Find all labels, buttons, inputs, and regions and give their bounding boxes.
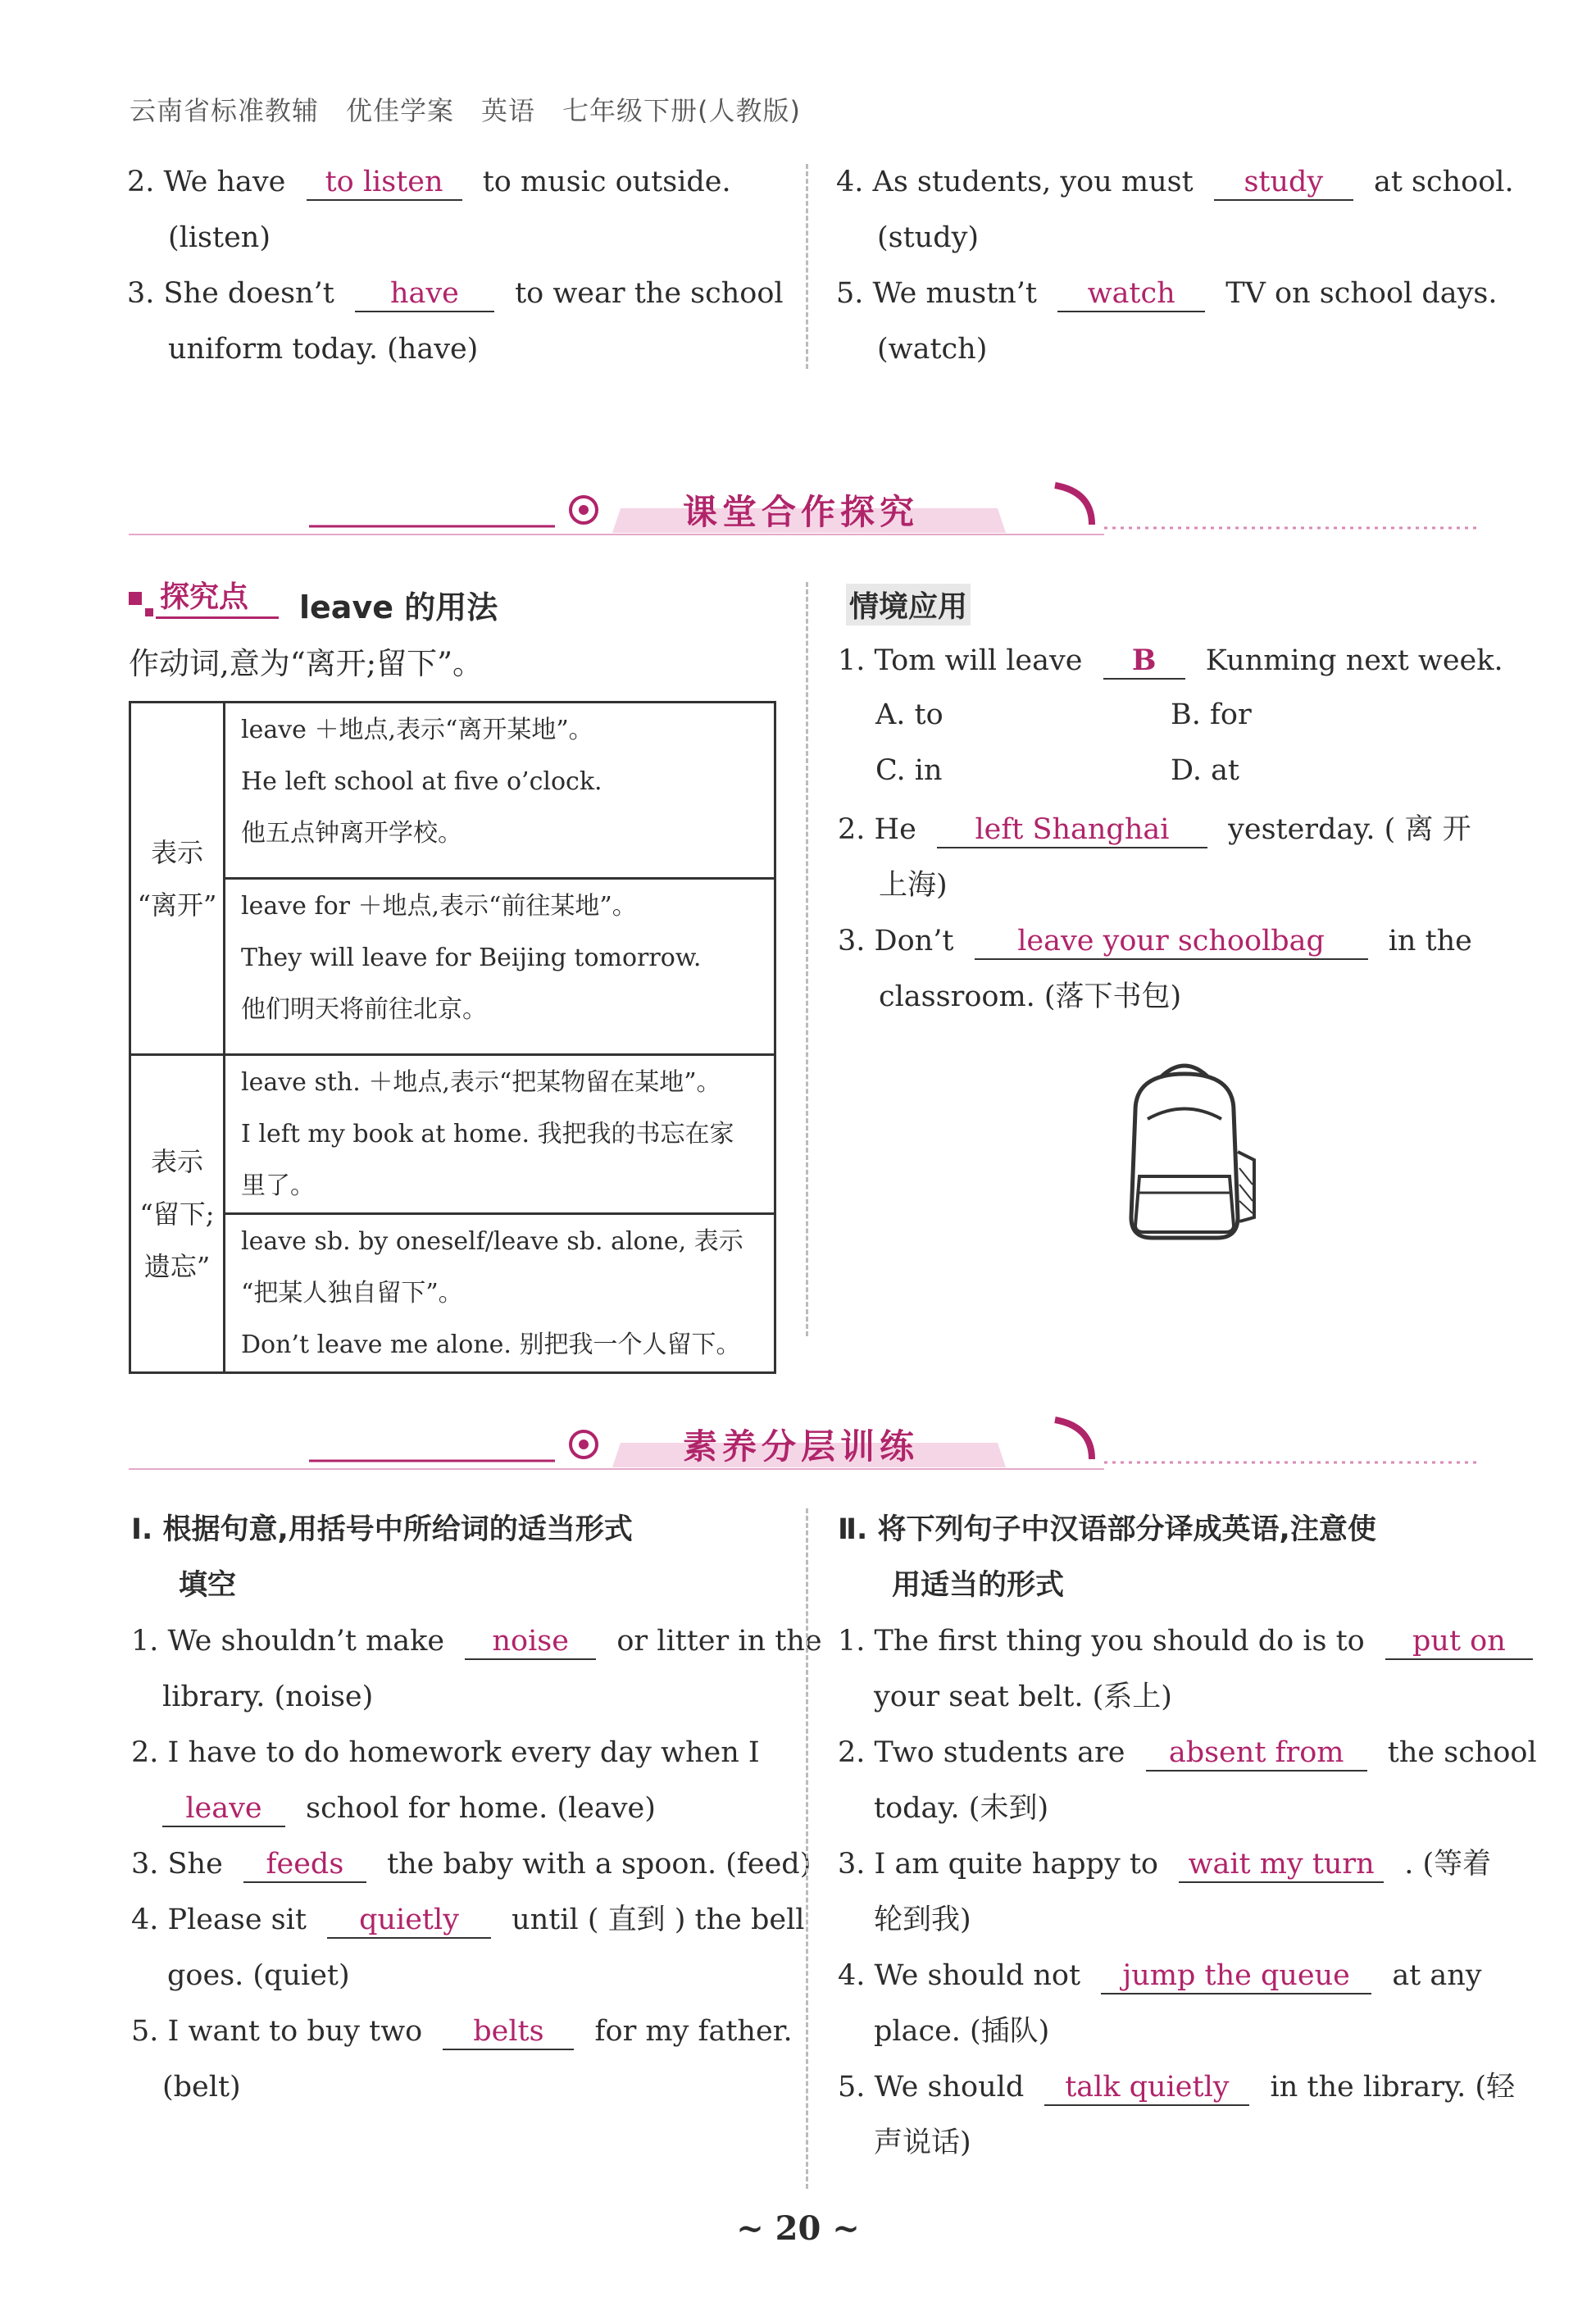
part-heading: 填空	[179, 1569, 237, 1602]
sentence-text: I have to do homework every day when I	[167, 1736, 760, 1769]
answer-blank: watch	[1057, 276, 1205, 312]
category-label: 遗忘”	[143, 1250, 211, 1282]
exercise-line-cont: your seat belt. (系上)	[874, 1681, 1172, 1713]
column-divider	[806, 582, 808, 1336]
answer-blank: belts	[443, 2014, 574, 2050]
sentence-text: at any	[1392, 1959, 1482, 1992]
exercise-line	[838, 913, 1494, 969]
answer-blank: noise	[465, 1624, 596, 1660]
answer-blank: have	[355, 276, 494, 312]
option-a: A. to	[875, 698, 944, 731]
usage-example: I left my book at home. 我把我的书忘在家	[241, 1120, 734, 1148]
category-label: 表示	[150, 836, 203, 868]
option-d: D. at	[1171, 754, 1239, 787]
sentence-text: He	[874, 813, 916, 846]
exercise-line-cont: library. (noise)	[162, 1681, 374, 1713]
answer-blank: put on	[1385, 1624, 1533, 1660]
exercise-line	[838, 1613, 1506, 1669]
answer-blank: feeds	[243, 1847, 366, 1883]
part-heading: 用适当的形式	[892, 1569, 1065, 1602]
sentence-text: We shouldn’t make	[167, 1625, 445, 1658]
explore-tag: 探究点	[160, 580, 249, 614]
item-number: 2.	[127, 166, 155, 198]
sentence-text: She	[167, 1848, 223, 1881]
exercise-line	[838, 802, 1494, 857]
item-number: 5.	[838, 2071, 866, 2104]
usage-block	[225, 1214, 775, 1373]
situation-exercises-2	[838, 802, 1494, 1025]
usage-rule: leave for ＋地点,表示“前往某地”。	[241, 892, 637, 921]
category-label: “留下;	[139, 1198, 215, 1230]
exercise-line	[838, 633, 1503, 689]
usage-rule: leave ＋地点,表示“离开某地”。	[241, 716, 593, 744]
category-leave	[130, 703, 225, 1055]
answer-blank: leave	[162, 1791, 285, 1827]
page-number: ~ 20 ~	[736, 2209, 860, 2248]
exercise-line	[131, 1836, 812, 1892]
answer-blank: to listen	[307, 165, 462, 201]
section-title: 素养分层训练	[683, 1426, 920, 1467]
sentence-text: We mustn’t	[872, 277, 1037, 310]
usage-table	[129, 701, 776, 1374]
item-number: 2.	[131, 1736, 159, 1769]
item-number: 3.	[127, 277, 155, 310]
item-number: 4.	[131, 1903, 159, 1936]
item-number: 3.	[838, 1848, 866, 1881]
answer-blank: quietly	[327, 1903, 491, 1939]
usage-example: Don’t leave me alone. 别把我一个人留下。	[241, 1330, 741, 1359]
sentence-text: We should not	[874, 1959, 1081, 1992]
column-divider	[806, 164, 808, 369]
usage-rule: leave sth. ＋地点,表示“把某物留在某地”。	[241, 1068, 721, 1097]
exercise-line-cont: classroom. (落下书包)	[879, 980, 1182, 1013]
answer-blank: study	[1214, 165, 1353, 201]
exercise-line-cont: (study)	[877, 221, 980, 254]
exercise-line	[838, 1725, 1537, 1781]
exercise-line-cont: (listen)	[168, 221, 271, 254]
sentence-text: Kunming next week.	[1205, 644, 1503, 677]
item-number: 1.	[838, 1625, 866, 1658]
top-left-exercises	[127, 154, 783, 377]
sentence-text: Don’t	[874, 925, 954, 957]
exercise-line-cont: (watch)	[877, 333, 988, 366]
top-right-exercises	[836, 154, 1514, 377]
situation-title: 情境应用	[846, 584, 971, 625]
category-stay	[130, 1055, 225, 1373]
usage-translation: 他五点钟离开学校。	[241, 819, 462, 848]
exercise-line	[836, 266, 1498, 321]
exercise-line-cont: 上海)	[879, 869, 948, 902]
bullet-square-icon	[129, 592, 142, 605]
item-number: 3.	[838, 925, 866, 957]
exercise-line	[838, 1836, 1494, 1892]
running-header: 云南省标准教辅 优佳学案 英语 七年级下册(人教版)	[130, 95, 801, 126]
sentence-text: in the library. (轻	[1270, 2071, 1515, 2104]
column-divider	[806, 1508, 808, 2189]
item-number: 1.	[838, 644, 866, 677]
sentence-text: at school.	[1373, 166, 1514, 198]
sentence-text: I want to buy two	[167, 2015, 423, 2048]
sentence-text: I am quite happy to	[874, 1848, 1158, 1881]
usage-example: He left school at five o’clock.	[241, 767, 602, 796]
exercise-line	[127, 154, 783, 210]
exercise-line-cont: uniform today. (have)	[168, 333, 479, 366]
item-number: 5.	[131, 2015, 159, 2048]
topic-heading: leave 的用法	[299, 589, 498, 625]
part-heading: Ⅱ. 将下列句子中汉语部分译成英语,注意使	[838, 1513, 1376, 1546]
exercise-line	[836, 154, 1514, 210]
sentence-text: . (等着	[1404, 1848, 1492, 1881]
category-label: “离开”	[137, 889, 217, 921]
sentence-text: to wear the school	[515, 277, 784, 310]
exercise-line	[131, 1613, 822, 1669]
sentence-text: in the	[1388, 925, 1472, 957]
sentence-text: until ( 直到 ) the bell	[512, 1903, 805, 1936]
sentence-text: We have	[163, 166, 286, 198]
exercise-line-cont: today. (未到)	[874, 1792, 1049, 1825]
item-number: 4.	[836, 166, 864, 198]
part1-exercises	[131, 1502, 822, 2115]
sentence-text: We should	[874, 2071, 1025, 2104]
usage-rule: leave sb. by oneself/leave sb. alone, 表示	[241, 1227, 743, 1256]
usage-block	[225, 1055, 775, 1214]
exercise-line	[838, 1948, 1494, 2004]
option-b: B. for	[1171, 698, 1252, 731]
situation-exercises	[838, 633, 1503, 689]
exercise-line	[131, 1892, 805, 1948]
sentence-text: The first thing you should do is to	[874, 1625, 1365, 1658]
sentence-text: As students, you must	[872, 166, 1194, 198]
answer-blank: absent from	[1146, 1735, 1367, 1772]
sentence-text: Tom will leave	[874, 644, 1083, 677]
tag-underline	[156, 616, 279, 619]
exercise-line-cont: 轮到我)	[874, 1903, 971, 1936]
exercise-line	[131, 1725, 787, 1781]
answer-blank: B	[1103, 644, 1185, 680]
usage-translation: 他们明天将前往北京。	[241, 995, 487, 1024]
exercise-line	[838, 2059, 1515, 2115]
answer-blank: leave your schoolbag	[975, 924, 1368, 960]
item-number: 4.	[838, 1959, 866, 1992]
sentence-text: school for home. (leave)	[306, 1792, 656, 1825]
backpack-icon	[1103, 1053, 1266, 1250]
usage-block	[225, 879, 775, 1055]
usage-example: 里了。	[241, 1171, 315, 1200]
exercise-line-cont: place. (插队)	[874, 2015, 1050, 2048]
exercise-line-cont	[131, 1781, 787, 1836]
sentence-text: yesterday. ( 离 开	[1228, 813, 1471, 846]
sentence-text: Please sit	[167, 1903, 307, 1936]
exercise-line	[131, 2004, 793, 2059]
sentence-text: the school	[1387, 1736, 1537, 1769]
section-title: 课堂合作探究	[683, 492, 920, 532]
bullet-square-icon	[145, 608, 153, 616]
part-heading: Ⅰ. 根据句意,用括号中所给词的适当形式	[131, 1513, 633, 1546]
sentence-text: for my father.	[594, 2015, 793, 2048]
answer-blank: left Shanghai	[937, 812, 1207, 848]
part2-exercises	[838, 1502, 1537, 2171]
answer-blank: wait my turn	[1179, 1847, 1384, 1883]
sentence-text: TV on school days.	[1225, 277, 1498, 310]
exercise-line-cont: goes. (quiet)	[167, 1959, 350, 1992]
topic-intro: 作动词,意为“离开;留下”。	[129, 646, 484, 681]
sentence-text: Two students are	[874, 1736, 1125, 1769]
sentence-text: or litter in the	[616, 1625, 822, 1658]
sentence-text: She doesn’t	[163, 277, 334, 310]
exercise-line	[127, 266, 783, 321]
usage-rule: “把某人独自留下”。	[241, 1279, 463, 1308]
item-number: 3.	[131, 1848, 159, 1881]
exercise-line-cont: (belt)	[162, 2071, 241, 2104]
usage-block	[225, 703, 775, 879]
option-c: C. in	[875, 754, 943, 787]
category-label: 表示	[150, 1145, 203, 1177]
item-number: 2.	[838, 813, 866, 846]
usage-example: They will leave for Beijing tomorrow.	[241, 944, 702, 972]
sentence-text: the baby with a spoon. (feed)	[387, 1848, 812, 1881]
exercise-line-cont: 声说话)	[874, 2126, 971, 2159]
item-number: 2.	[838, 1736, 866, 1769]
answer-blank: jump the queue	[1101, 1958, 1371, 1994]
item-number: 1.	[131, 1625, 159, 1658]
answer-blank: talk quietly	[1044, 2070, 1249, 2106]
item-number: 5.	[836, 277, 864, 310]
sentence-text: to music outside.	[482, 166, 731, 198]
